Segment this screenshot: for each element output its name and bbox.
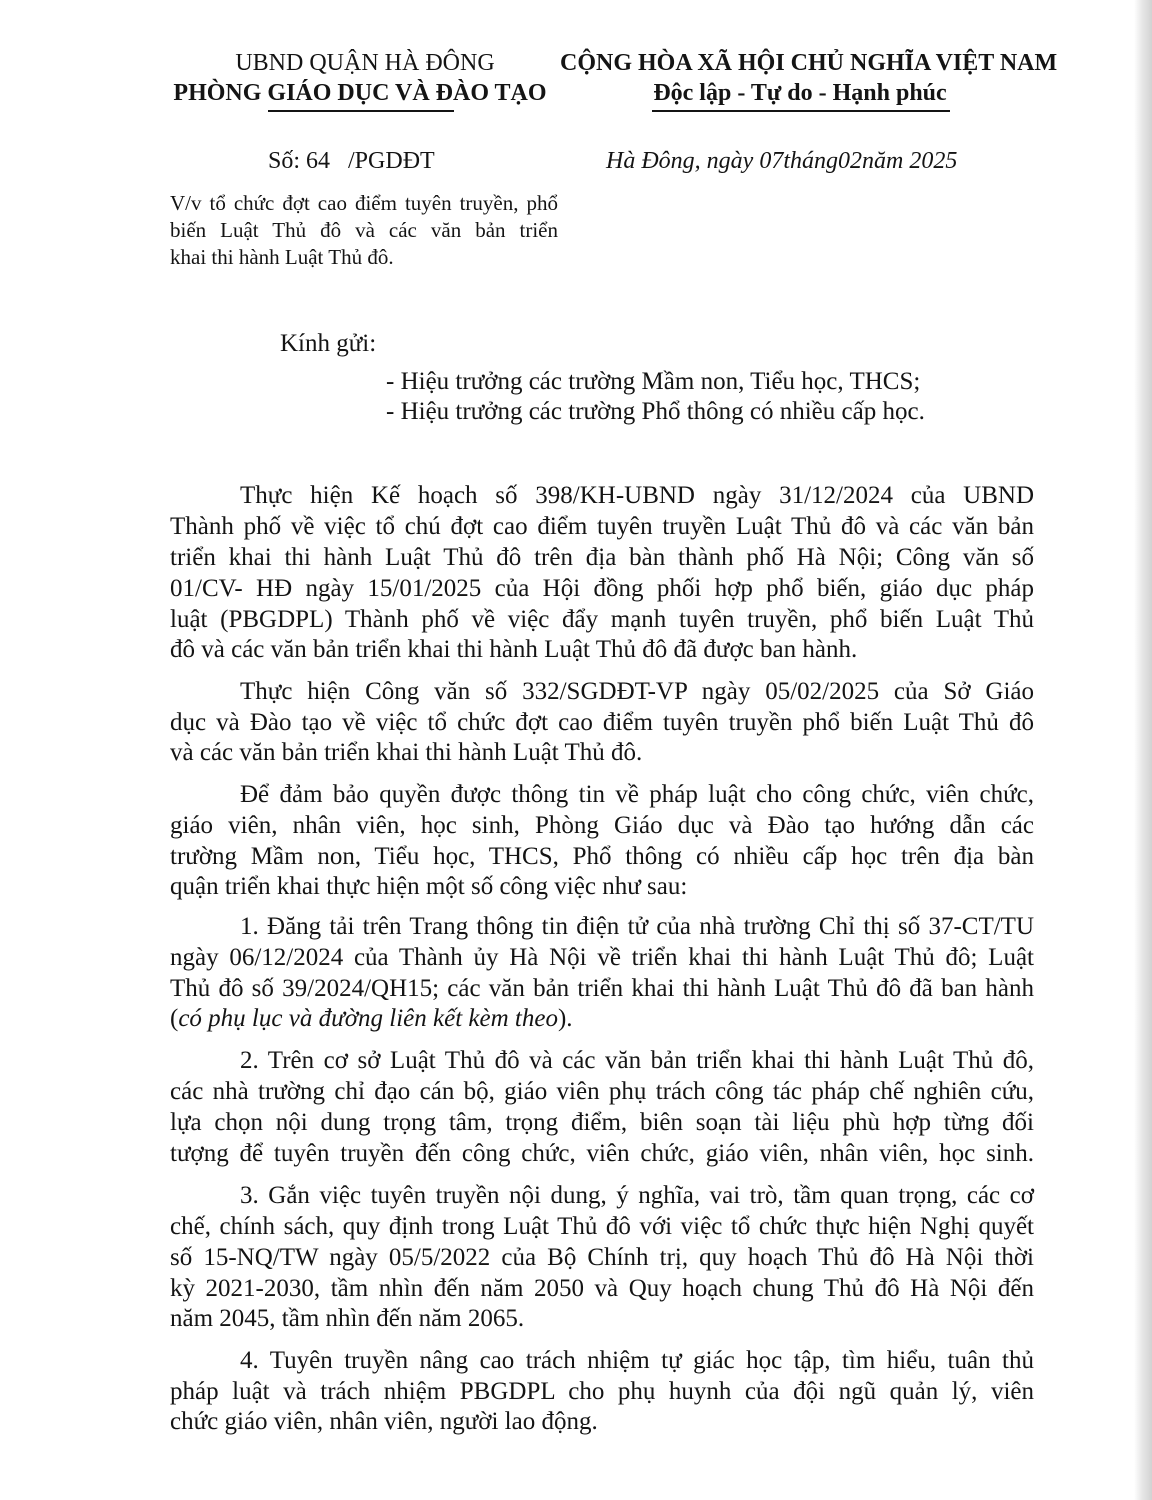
page-edge-shadow xyxy=(1134,0,1152,1500)
p3-line: giáo viên, nhân viên, học sinh, Phòng Giáo dục và Đào tạo hướng dẫn các xyxy=(170,812,1034,839)
p6-line: 3. Gắn việc tuyên truyền nội dung, ý nghĩa, vai trò, tầm quan trọng, các cơ xyxy=(240,1182,1034,1209)
recipient-item: - Hiệu trưởng các trường Mầm non, Tiểu học, THCS; xyxy=(386,368,921,395)
place-date: Hà Đông, ngày 07tháng02năm 2025 xyxy=(606,148,958,174)
p4-line xyxy=(170,1003,573,1035)
p1-line: luật (PBGDPL) Thành phố về việc đẩy mạnh tuyên truyền, phổ biến Luật Thủ xyxy=(170,606,1034,633)
document-subject xyxy=(170,190,558,271)
p6-line: kỳ 2021-2030, tầm nhìn đến năm 2050 và Quy hoạch chung Thủ đô Hà Nội đến xyxy=(170,1275,1034,1302)
greeting: Kính gửi: xyxy=(280,330,377,357)
p6-line: chế, chính sách, quy định trong Luật Thủ đô với việc tổ chức thực hiện Nghị quyết xyxy=(170,1213,1034,1240)
p4-line: ngày 06/12/2024 của Thành ủy Hà Nội về triển khai thi hành Luật Thủ đô; Luật xyxy=(170,944,1034,971)
org-name-underline xyxy=(268,110,454,112)
p5-line: tượng để tuyên truyền đến công chức, viên chức, giáo viên, nhân viên, học sinh. xyxy=(170,1140,1034,1167)
p7-line: 4. Tuyên truyền nâng cao trách nhiệm tự giác học tập, tìm hiểu, tuân thủ xyxy=(240,1347,1034,1374)
p3-line: trường Mầm non, Tiểu học, THCS, Phổ thông có nhiều cấp học trên địa bàn xyxy=(170,843,1034,870)
p7-line: chức giáo viên, nhân viên, người lao động. xyxy=(170,1408,598,1435)
p6-line: năm 2045, tầm nhìn đến năm 2065. xyxy=(170,1305,525,1332)
p4-line: Thủ đô số 39/2024/QH15; các văn bản triển khai thi hành Luật Thủ đô đã ban hành xyxy=(170,975,1034,1002)
p1-line: Thực hiện Kế hoạch số 398/KH-UBND ngày 31/12/2024 của UBND xyxy=(240,482,1034,509)
p1-line: 01/CV- HĐ ngày 15/01/2025 của Hội đồng phối hợp phổ biến, giáo dục pháp xyxy=(170,575,1034,602)
recipient-item: - Hiệu trưởng các trường Phổ thông có nhiều cấp học. xyxy=(386,398,925,425)
p1-line: triển khai thi hành Luật Thủ đô trên địa bàn thành phố Hà Nội; Công văn số xyxy=(170,544,1034,571)
p6-line: số 15-NQ/TW ngày 05/5/2022 của Bộ Chính trị, quy hoạch Thủ đô Hà Nội thời xyxy=(170,1244,1034,1271)
national-title: CỘNG HÒA XÃ HỘI CHỦ NGHĨA VIỆT NAM xyxy=(560,50,1058,76)
p4-line: 1. Đăng tải trên Trang thông tin điện tử của nhà trường Chỉ thị số 37-CT/TU xyxy=(240,913,1034,940)
p3-line: Để đảm bảo quyền được thông tin về pháp luật cho công chức, viên chức, xyxy=(240,781,1034,808)
subject-line: biến Luật Thủ đô và các văn bản triển xyxy=(170,218,558,242)
subject-line: khai thi hành Luật Thủ đô. xyxy=(170,245,394,269)
p3-line: quận triển khai thực hiện một số công việc như sau: xyxy=(170,873,688,900)
p1-line: đô và các văn bản triển khai thi hành Luật Thủ đô đã được ban hành. xyxy=(170,636,858,663)
national-motto-underline xyxy=(652,110,950,112)
national-motto: Độc lập - Tự do - Hạnh phúc xyxy=(653,80,947,106)
p2-line: Thực hiện Công văn số 332/SGDĐT-VP ngày 05/02/2025 của Sở Giáo xyxy=(240,678,1034,705)
p5-line: các nhà trường chỉ đạo cán bộ, giáo viên phụ trách công tác pháp chế nghiên cứu, xyxy=(170,1078,1034,1105)
p2-line: và các văn bản triển khai thi hành Luật Thủ đô. xyxy=(170,739,643,766)
p5-line: lựa chọn nội dung trọng tâm, trọng điểm, biên soạn tài liệu phù hợp từng đối xyxy=(170,1109,1034,1136)
subject-line: V/v tổ chức đợt cao điểm tuyên truyền, phổ xyxy=(170,191,558,215)
paren-close: ). xyxy=(557,1005,573,1032)
paren-open: ( xyxy=(170,1005,179,1032)
p5-line: 2. Trên cơ sở Luật Thủ đô và các văn bản triển khai thi hành Luật Thủ đô, xyxy=(240,1047,1034,1074)
appendix-note: có phụ lục và đường liên kết kèm theo xyxy=(178,1005,558,1032)
p2-line: dục và Đào tạo về việc tổ chức đợt cao điểm tuyên truyền phổ biến Luật Thủ đô xyxy=(170,709,1034,736)
org-parent-name: UBND QUẬN HÀ ĐÔNG xyxy=(235,50,495,76)
org-name: PHÒNG GIÁO DỤC VÀ ĐÀO TẠO xyxy=(173,80,547,106)
p7-line: pháp luật và trách nhiệm PBGDPL cho phụ huynh của đội ngũ quản lý, viên xyxy=(170,1378,1034,1405)
p1-line: Thành phố về việc tổ chú đợt cao điểm tuyên truyền Luật Thủ đô và các văn bản xyxy=(170,513,1034,540)
document-number: Số: 64 /PGDĐT xyxy=(268,148,435,174)
